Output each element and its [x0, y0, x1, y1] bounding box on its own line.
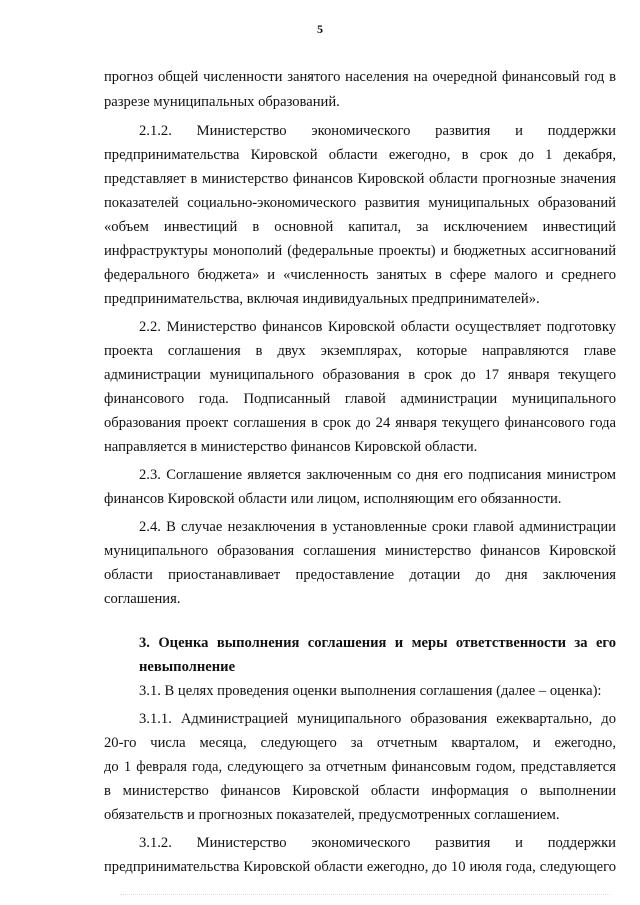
text-line: 3.1.2. Министерство экономического развития и поддержки — [139, 835, 616, 851]
text-line: соглашения. — [104, 591, 181, 607]
text-line: «объем инвестиций в основной капитал, за исключением инвестиций — [104, 219, 616, 235]
section-heading-line: 3. Оценка выполнения соглашения и меры ответственности за его — [139, 635, 616, 651]
text-line: предпринимательства Кировской области ежегодно, в срок до 1 декабря, — [104, 147, 616, 163]
text-line: 2.2. Министерство финансов Кировской области осуществляет подготовку — [139, 319, 616, 335]
text-line: федерального бюджета» и «численность занятых в сфере малого и среднего — [104, 267, 616, 283]
scan-artifact — [120, 894, 610, 899]
text-line: финансов Кировской области или лицом, исполняющим его обязанности. — [104, 491, 562, 507]
text-line: финансового года. Подписанный главой администрации муниципального — [104, 391, 616, 407]
text-line: 2.4. В случае незаключения в установленные сроки главой администрации — [139, 519, 616, 535]
text-line: администрации муниципального образования в срок до 17 января текущего — [104, 367, 616, 383]
text-line: 20-го числа месяца, следующего за отчетным кварталом, и ежегодно, — [104, 735, 616, 751]
text-line: до 1 февраля года, следующего за отчетным финансовым годом, представляется — [104, 759, 616, 775]
text-line: обязательств и прогнозных показателей, предусмотренных соглашением. — [104, 807, 560, 823]
text-line: представляет в министерство финансов Кировской области прогнозные значения — [104, 171, 616, 187]
text-line: проекта соглашения в двух экземплярах, которые направляются главе — [104, 343, 616, 359]
text-line: разрезе муниципальных образований. — [104, 94, 340, 110]
text-line: инфраструктуры монополий (федеральные проекты) и бюджетных ассигнований — [104, 243, 616, 259]
text-line: показателей социально-экономического развития муниципальных образований — [104, 195, 616, 211]
text-line: 3.1. В целях проведения оценки выполнения соглашения (далее – оценка): — [139, 683, 602, 699]
text-line: 2.1.2. Министерство экономического развития и поддержки — [139, 123, 616, 139]
text-line: прогноз общей численности занятого населения на очередной финансовый год в — [104, 69, 616, 85]
text-line: области приостанавливает предоставление дотации до дня заключения — [104, 567, 616, 583]
text-line: 3.1.1. Администрацией муниципального образования ежеквартально, до — [139, 711, 616, 727]
page-number: 5 — [317, 22, 323, 36]
section-heading-line: невыполнение — [139, 659, 236, 675]
text-line: образования проект соглашения в срок до 24 января текущего финансового года — [104, 415, 616, 431]
text-line: в министерство финансов Кировской области информация о выполнении — [104, 783, 616, 799]
text-line: направляется в министерство финансов Кировской области. — [104, 439, 478, 455]
text-line: 2.3. Соглашение является заключенным со дня его подписания министром — [139, 467, 616, 483]
text-line: муниципального образования соглашения министерство финансов Кировской — [104, 543, 616, 559]
text-line: предпринимательства, включая индивидуальных предпринимателей». — [104, 291, 540, 307]
text-line: предпринимательства Кировской области ежегодно, до 10 июля года, следующего — [104, 859, 616, 875]
